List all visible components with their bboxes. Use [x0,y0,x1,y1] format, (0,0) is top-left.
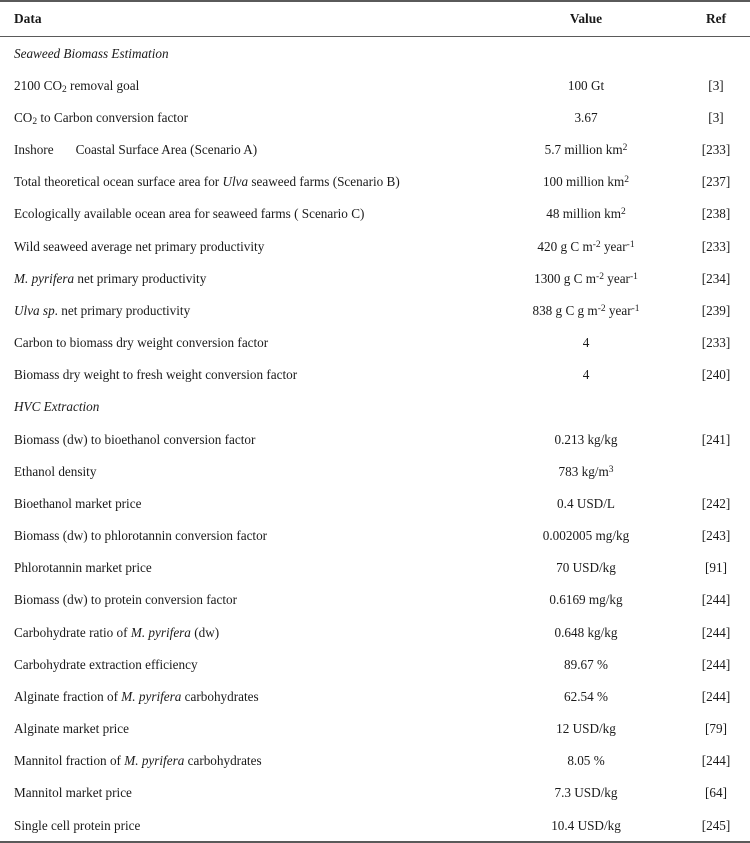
row-label: Phlorotannin market price [14,560,152,576]
table-row [0,520,750,552]
row-value: 1300 g C $m^{-2}$ year$^{-1}$ [534,270,638,286]
row-reference: [240] [701,367,731,383]
row-reference: [3] [708,77,724,93]
row-value: 89.67 % [564,656,608,672]
row-value: 100 Gt [567,77,605,93]
row-label: Biomass dry weight to fresh weight conversion factor [14,367,298,383]
table-row [0,455,750,487]
row-value: 0.648 kg/kg [554,624,618,640]
row-label: Ethanol density [14,463,97,479]
table-row [0,777,750,809]
row-reference: [242] [701,495,731,511]
row-value: 4 [582,335,590,351]
table-row [0,166,750,198]
table-body [0,37,750,843]
row-reference: [233] [701,335,731,351]
section-label: Seaweed Biomass Estimation [14,45,169,61]
row-label: Ecologically available ocean area for seaweed farms ( Scenario C) [14,206,365,222]
table-row [0,809,750,842]
row-value: 3.67 [574,109,598,125]
row-value: 0.6169 mg/kg [549,592,623,608]
row-reference: [244] [701,688,731,704]
table-row [0,327,750,359]
row-label: M. pyrifera net primary productivity [14,270,207,286]
row-label: Carbohydrate extraction efficiency [14,656,198,672]
row-reference: [245] [701,817,731,833]
table-row [0,552,750,584]
table-header-row [0,1,750,37]
row-value: 12 USD/kg [556,721,616,737]
row-value: 783 $kg/m^3$ [558,463,614,479]
table-section-row [0,37,750,70]
row-label: Inshore Coastal Surface Area (Scenario A) [14,142,258,158]
row-reference: [91] [705,560,727,576]
row-value: 10.4 USD/kg [551,817,621,833]
row-label: Carbon to biomass dry weight conversion factor [14,335,269,351]
table-row [0,584,750,616]
table-section-row [0,391,750,423]
row-label: Biomass (dw) to phlorotannin conversion factor [14,528,268,544]
table-row [0,294,750,326]
row-label: Total theoretical ocean surface area for Ulva seaweed farms (Scenario B) [14,174,400,190]
row-reference [682,37,750,70]
row-value: 62.54 % [564,688,608,704]
row-label: Mannitol market price [14,785,132,801]
section-label: HVC Extraction [14,399,100,415]
row-reference [682,455,750,487]
row-value: 0.213 kg/kg [554,431,618,447]
row-label: Ulva sp. net primary productivity [14,302,191,318]
row-reference: [233] [701,142,731,158]
table-row [0,359,750,391]
row-reference: [79] [705,721,727,737]
table-row [0,616,750,648]
row-reference: [239] [701,302,731,318]
row-reference: [233] [701,238,731,254]
row-label: Carbohydrate ratio of M. pyrifera (dw) [14,624,220,640]
row-label: Mannitol fraction of M. pyrifera carbohydrates [14,753,262,769]
row-value: 5.7 million $km^2$ [544,142,628,158]
table-row [0,745,750,777]
column-header-ref: Ref [705,11,727,26]
table-row [0,69,750,101]
row-value: 0.4 USD/L [557,495,615,511]
table-row [0,423,750,455]
row-reference: [244] [701,656,731,672]
row-value: 100 million $km^2$ [542,174,630,190]
row-value: 4 [582,367,590,383]
row-value: 48 million $km^2$ [546,206,626,222]
table-row [0,487,750,519]
row-reference [682,391,750,423]
row-reference: [238] [701,206,731,222]
row-value [490,391,682,423]
row-label: Single cell protein price [14,817,141,833]
row-value: 70 USD/kg [556,560,616,576]
table-header [0,1,750,37]
table-row [0,713,750,745]
table-row [0,648,750,680]
row-label: Biomass (dw) to bioethanol conversion factor [14,431,256,447]
table-row [0,134,750,166]
table-row [0,230,750,262]
row-label: 2100 $CO_2$ removal goal [14,77,140,95]
row-value: 0.002005 mg/kg [542,528,630,544]
row-label: Wild seaweed average net primary productivity [14,238,265,254]
row-reference: [244] [701,753,731,769]
table-row [0,101,750,133]
column-header-data: Data [14,11,42,26]
row-reference: [64] [705,785,727,801]
row-reference: [234] [701,270,731,286]
row-reference: [241] [701,431,731,447]
table-row [0,198,750,230]
row-label: Alginate market price [14,721,129,737]
table-row [0,680,750,712]
row-reference: [243] [701,528,731,544]
row-reference: [244] [701,592,731,608]
row-value: 7.3 USD/kg [554,785,618,801]
column-header-value: Value [569,11,603,26]
row-label: Biomass (dw) to protein conversion factor [14,592,238,608]
row-value: 8.05 % [567,753,605,769]
row-value: 838 g C g $m^{-2}$ year$^{-1}$ [532,302,640,318]
row-label: $CO_2$ to Carbon conversion factor [14,109,188,127]
row-reference: [244] [701,624,731,640]
row-reference: [3] [708,109,724,125]
row-value [490,37,682,70]
row-reference: [237] [701,174,731,190]
row-label: Bioethanol market price [14,495,142,511]
row-label: Alginate fraction of M. pyrifera carbohydrates [14,688,259,704]
table-row [0,262,750,294]
row-value: 420 g C $m^{-2}$ year$^{-1}$ [537,238,635,254]
